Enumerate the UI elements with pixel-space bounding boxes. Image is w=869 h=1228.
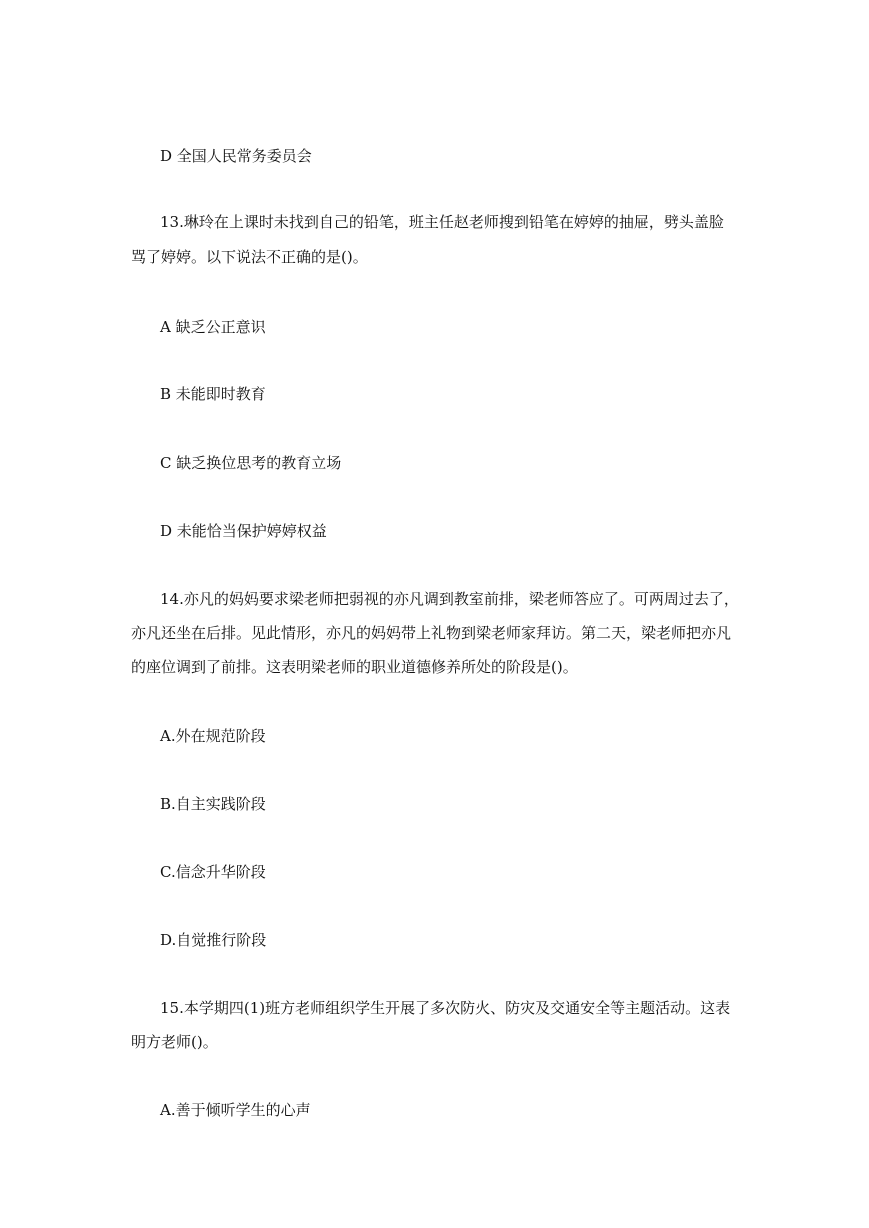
question-13-option-a: A 缺乏公正意识: [160, 318, 266, 336]
question-13-stem-line-1: 13.琳玲在上课时未找到自己的铅笔，班主任赵老师搜到铅笔在婷婷的抽屉，劈头盖脸: [160, 213, 724, 231]
question-15-option-a: A.善于倾听学生的心声: [160, 1101, 311, 1119]
question-13-stem-line-2: 骂了婷婷。以下说法不正确的是()。: [131, 248, 368, 266]
question-14-stem-line-1: 14.亦凡的妈妈要求梁老师把弱视的亦凡调到教室前排，梁老师答应了。可两周过去了，: [160, 590, 739, 608]
question-14-option-c: C.信念升华阶段: [160, 863, 266, 881]
question-13-option-b: B 未能即时教育: [160, 385, 266, 403]
question-14-stem-line-3: 的座位调到了前排。这表明梁老师的职业道德修养所处的阶段是()。: [131, 658, 578, 676]
option-d-carryover: D 全国人民常务委员会: [160, 147, 312, 165]
question-13-option-d: D 未能恰当保护婷婷权益: [160, 522, 327, 540]
question-14-stem-line-2: 亦凡还坐在后排。见此情形，亦凡的妈妈带上礼物到梁老师家拜访。第二天，梁老师把亦凡: [131, 624, 732, 642]
question-14-option-d: D.自觉推行阶段: [160, 931, 267, 949]
question-14-option-b: B.自主实践阶段: [160, 795, 266, 813]
question-15-stem-line-2: 明方老师()。: [131, 1033, 218, 1051]
question-15-stem-line-1: 15.本学期四(1)班方老师组织学生开展了多次防火、防灾及交通安全等主题活动。这表: [160, 999, 731, 1017]
question-14-option-a: A.外在规范阶段: [160, 727, 266, 745]
question-13-option-c: C 缺乏换位思考的教育立场: [160, 454, 342, 472]
